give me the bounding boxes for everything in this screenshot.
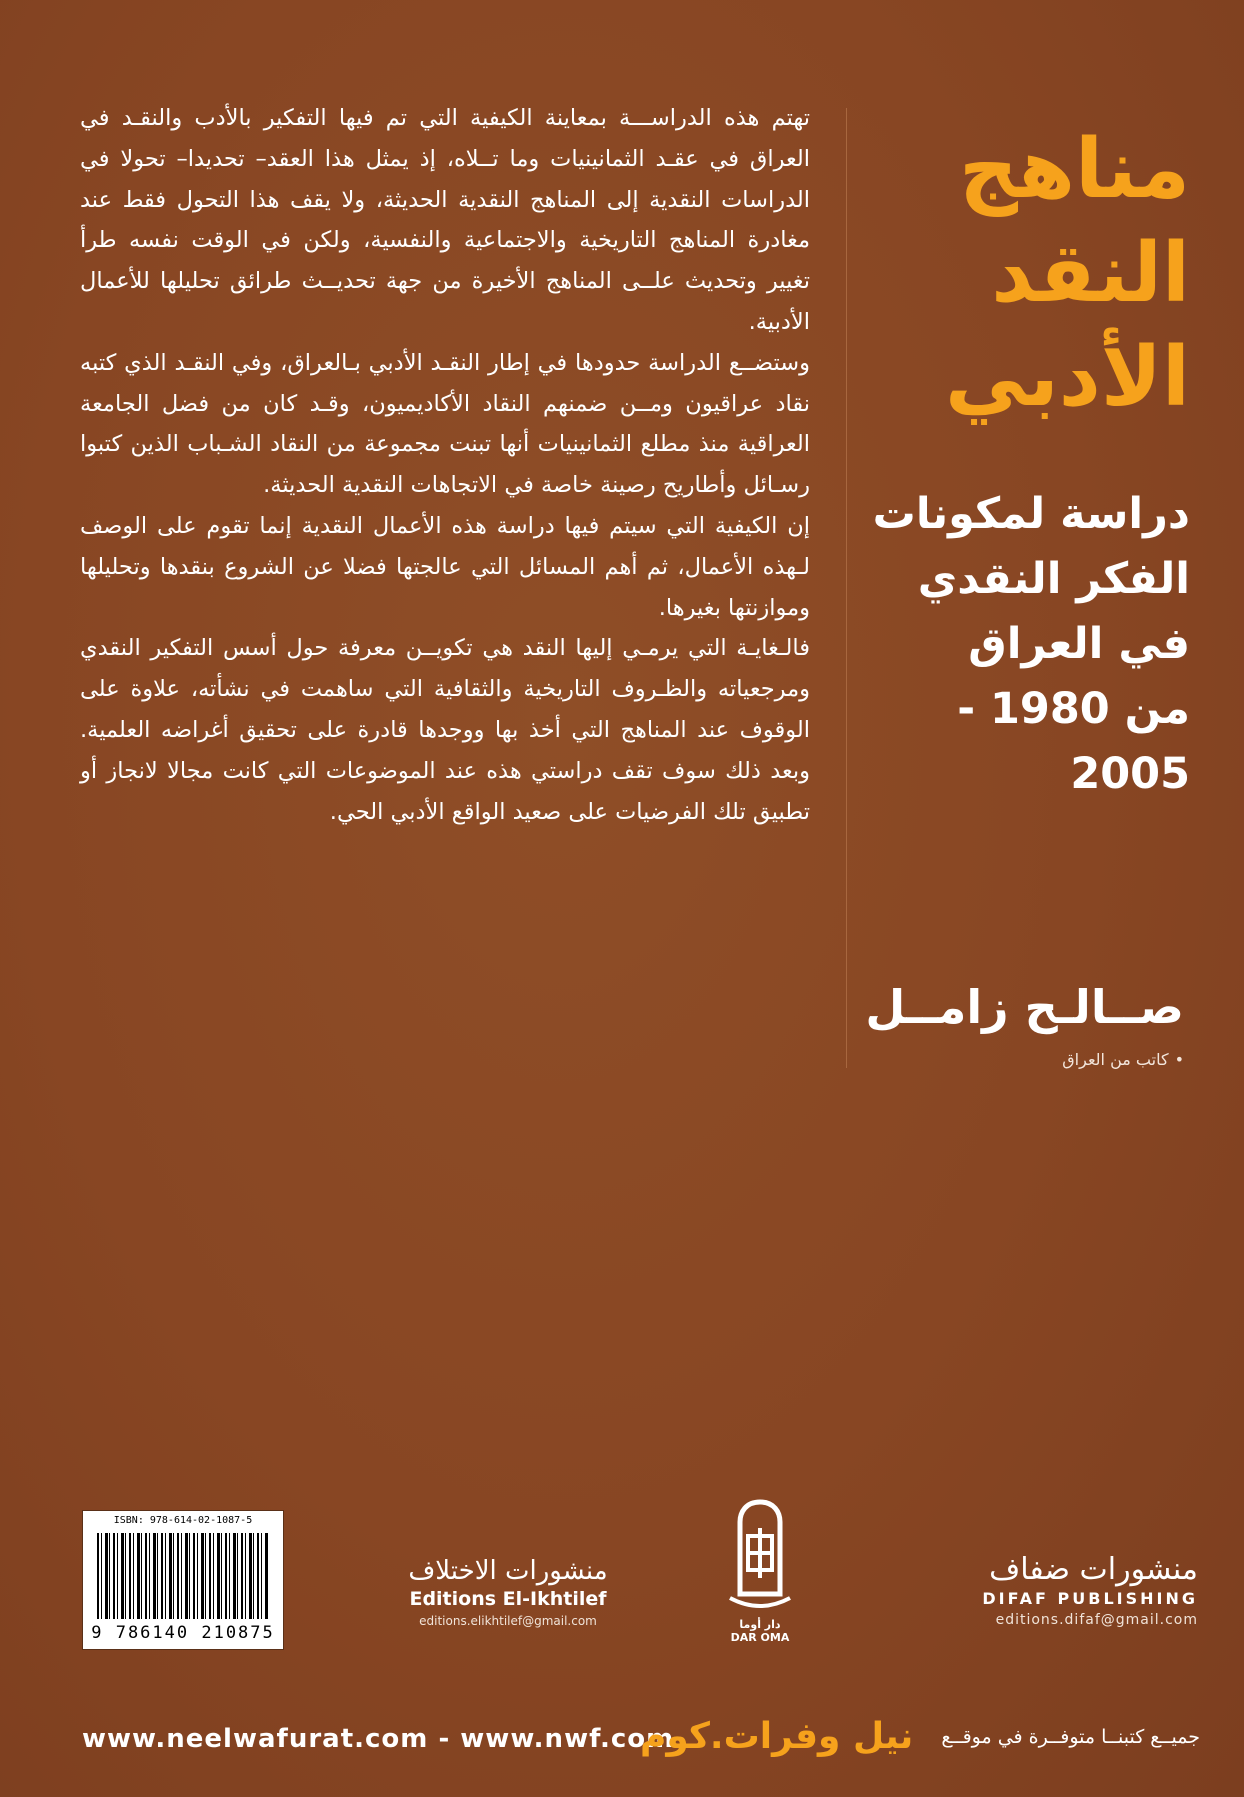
blurb-paragraph: تهتم هذه الدراســـة بمعاينة الكيفية التي تم فيها التفكير بالأدب والنقـد في العراق في عقـد الثمانينيات وما تــلاه، إذ يمثل هذا العقد– تحديدا– تحولا في الدراسات النقدية إلى المناهج النقدية الحديثة، ولا يقف هذا التحول فقط عند مغادرة المناهج التاريخية والاجتماعية والنفسية، ولكن في الوقت نفسه طرأ تغيير وتحديث علــى المناهج الأخيرة من جهة تحديــث طرائق تحليلها للأعمال الأدبية. — [80, 105, 810, 335]
difaf-arabic: منشورات ضفاف — [989, 1552, 1198, 1587]
isbn-barcode — [82, 1510, 284, 1650]
dar-oma-arabic: دار أوما — [739, 1618, 781, 1631]
author-note — [864, 1050, 1184, 1069]
subtitle-line-3: في العراق — [968, 619, 1190, 669]
book-title-line-1: مناهج — [959, 122, 1190, 217]
subtitle-line-2: الفكر النقدي — [917, 554, 1190, 604]
dar-oma-latin: DAR OMA — [730, 1631, 790, 1644]
column-divider — [846, 108, 847, 1068]
difaf-latin: DIFAF PUBLISHING — [982, 1589, 1198, 1608]
isbn-label: ISBN: 978-614-02-1087-5 — [113, 1515, 253, 1526]
title-block — [860, 118, 1190, 807]
subtitle-block — [860, 482, 1190, 807]
availability-note: جميــع كتبنــا متوفــرة في موقــع — [941, 1726, 1200, 1748]
ikhtilef-latin: Editions El-Ikhtilef — [409, 1588, 607, 1610]
website-footer — [0, 1704, 1244, 1797]
blurb-paragraph: فالـغايـة التي يرمـي إليها النقد هي تكويــن معرفة حول أسس التفكير النقدي ومرجعياته والظـروف التاريخية والثقافية التي ساهمت في نشأته، علاوة على الوقوف عند المناهج التي أخذ بها ووجدها قادرة على تحقيق أغراضه العلمية. وبعد ذلك سوف تقف دراستي هذه عند الموضوعات التي كانت مجالا لانجاز أو تطبيق تلك الفرضيات على صعيد الواقع الأدبي الحي. — [80, 635, 810, 825]
book-title-line-3: الأدبي — [945, 330, 1190, 425]
book-title-line-2: النقد — [991, 226, 1190, 321]
subtitle-years: من 1980 - 2005 — [957, 684, 1190, 799]
dar-oma-logo-icon — [716, 1498, 804, 1614]
blurb-paragraph: إن الكيفية التي سيتم فيها دراسة هذه الأعمال النقدية إنما تقوم على الوصف لـهذه الأعمال، ثم أهم المسائل التي عالجتها فضلا عن الشروع بنقدها وتحليلها وموازنتها بغيرها. — [80, 512, 810, 621]
website-urls: www.neelwafurat.com - www.nwf.com — [82, 1724, 675, 1754]
publisher-ikhtilef — [388, 1555, 628, 1631]
barcode-bars-icon — [97, 1533, 269, 1619]
publisher-difaf — [948, 1552, 1198, 1630]
blurb-text — [80, 98, 810, 832]
isbn-digits: 9 786140 210875 — [91, 1623, 275, 1643]
bullet-icon: • — [1174, 1050, 1184, 1069]
blurb-paragraph: وستضــع الدراسة حدودها في إطار النقـد الأدبي بـالعراق، وفي النقـد الذي كتبه نقاد عراقيون ومــن ضمنهم النقاد الأكاديميون، وقـد كان من فضل الجامعة العراقية منذ مطلع الثمانينيات أنها تبنت مجموعة من النقاد الشـباب الذين كتبوا رسـائل وأطاريح رصينة خاصة في الاتجاهات النقدية الحديثة. — [80, 349, 810, 499]
difaf-email: editions.difaf@gmail.com — [995, 1612, 1198, 1628]
dar-oma-label — [706, 1618, 814, 1644]
subtitle-line-1: دراسة لمكونات — [872, 489, 1190, 539]
author-note-text: كاتب من العراق — [1062, 1050, 1169, 1069]
author-name: صــالـح زامــل — [865, 980, 1184, 1034]
ikhtilef-arabic: منشورات الاختلاف — [408, 1556, 608, 1586]
ikhtilef-email: editions.elikhtilef@gmail.com — [419, 1614, 597, 1628]
neelwafurat-brand: نيل وفرات.كوم — [640, 1716, 914, 1757]
